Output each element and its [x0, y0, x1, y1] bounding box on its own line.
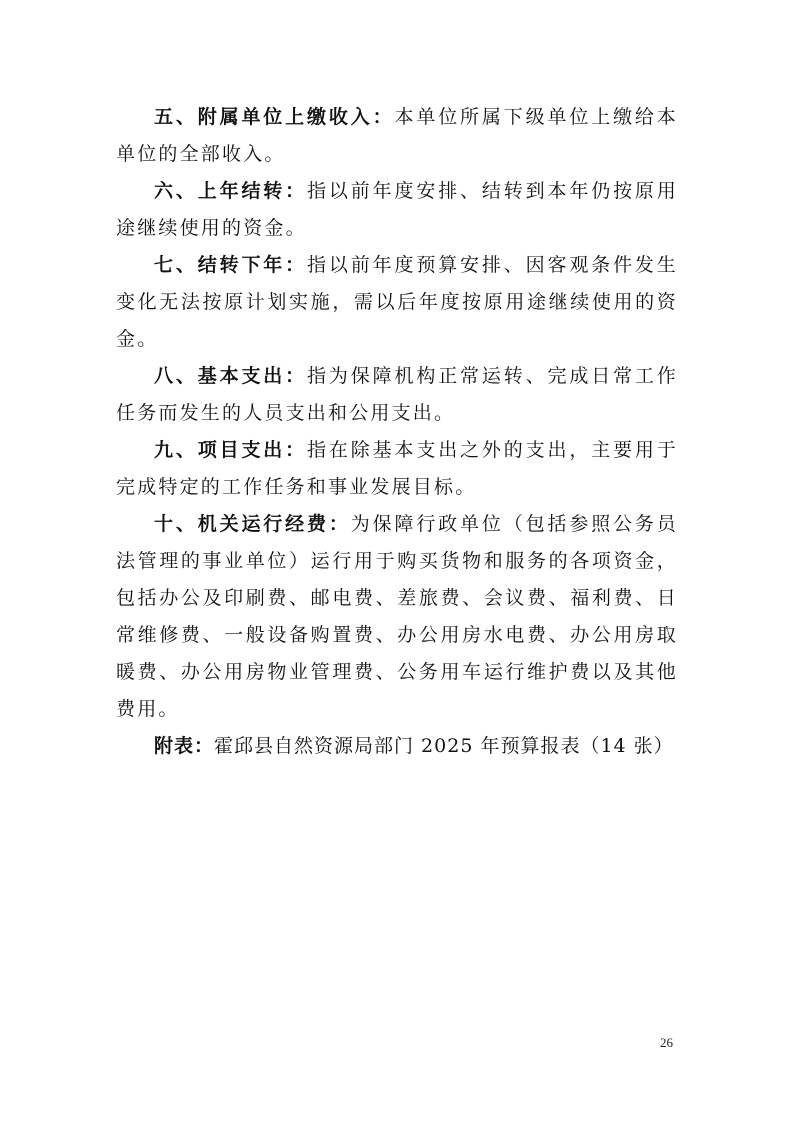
attachment-label: 附表：: [154, 735, 215, 757]
term-basic-expenditure: 八、基本支出：: [154, 365, 308, 387]
term-prior-year-carryover: 六、上年结转：: [154, 180, 308, 202]
term-subordinate-unit-income: 五、附属单位上缴收入：: [154, 106, 395, 128]
definition-basic-expenditure: 指为保障机构正常运转、完成日常工作任务而发生的人员支出和公用支出。: [116, 365, 678, 424]
paragraph-prior-year-carryover: [116, 173, 678, 247]
page-number: 26: [660, 1035, 673, 1050]
paragraph-next-year-carryover: [116, 247, 678, 358]
definition-subordinate-unit-income: 本单位所属下级单位上缴给本单位的全部收入。: [116, 106, 678, 165]
attachment-text: 霍邱县自然资源局部门 2025 年预算报表（14 张）: [214, 735, 674, 757]
definition-prior-year-carryover: 指以前年度安排、结转到本年仍按原用途继续使用的资金。: [116, 180, 678, 239]
definition-next-year-carryover: 指以前年度预算安排、因客观条件发生变化无法按原计划实施，需以后年度按原用途继续使用的资金。: [116, 254, 678, 350]
definition-operating-expenses: 为保障行政单位（包括参照公务员法管理的事业单位）运行用于购买货物和服务的各项资金，包括办公及印刷费、邮电费、差旅费、会议费、福利费、日常维修费、一般设备购置费、办公用房水电费、办公用房取暖费、办公用房物业管理费、公务用车运行维护费以及其他费用。: [116, 513, 678, 720]
term-project-expenditure: 九、项目支出：: [154, 439, 308, 461]
term-next-year-carryover: 七、结转下年：: [154, 254, 308, 276]
paragraph-operating-expenses: [116, 506, 678, 728]
definition-project-expenditure: 指在除基本支出之外的支出，主要用于完成特定的工作任务和事业发展目标。: [116, 439, 678, 498]
attachment-note: [116, 728, 678, 765]
paragraph-basic-expenditure: [116, 358, 678, 432]
term-operating-expenses: 十、机关运行经费：: [154, 513, 351, 535]
paragraph-project-expenditure: [116, 432, 678, 506]
document-body: [116, 99, 678, 765]
paragraph-subordinate-unit-income: [116, 99, 678, 173]
